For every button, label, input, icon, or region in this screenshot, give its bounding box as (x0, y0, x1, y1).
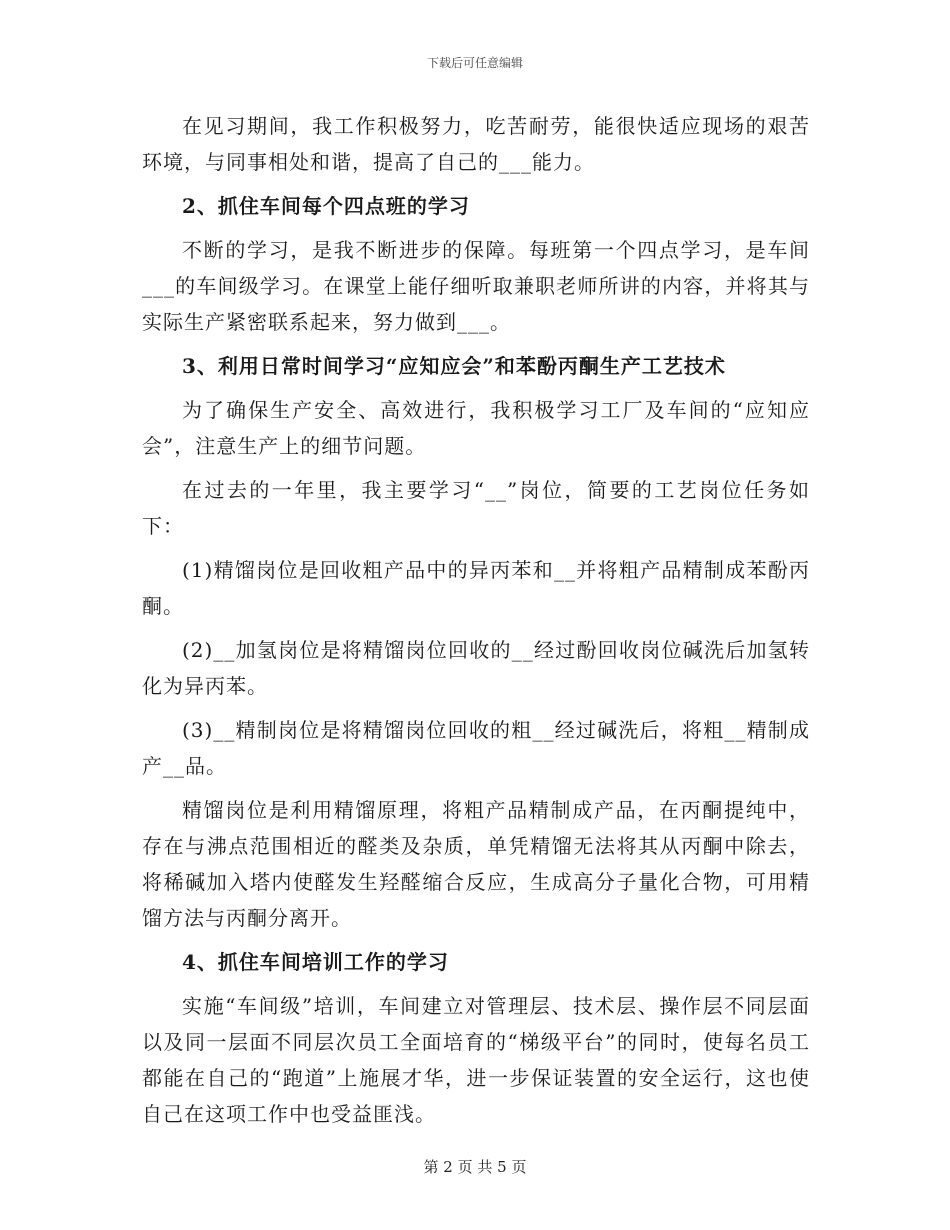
paragraph-positions-intro: 在过去的一年里，我主要学习“__”岗位，简要的工艺岗位任务如下： (142, 478, 810, 538)
section-heading-4: 4、抓住车间培训工作的学习 (182, 950, 449, 974)
list-item-2: (2)__加氢岗位是将精馏岗位回收的__经过酚回收岗位碱洗后加氢转化为异丙苯。 (142, 638, 810, 698)
section-heading-2: 2、抓住车间每个四点班的学习 (182, 194, 470, 218)
page-header-note: 下载后可任意编辑 (426, 56, 523, 70)
paragraph-distillation: 精馏岗位是利用精馏原理，将粗产品精制成产品，在丙酮提纯中，存在与沸点范围相近的醛类及杂质，单凭精馏无法将其从丙酮中除去，将稀碱加入塔内使醛发生羟醛缩合反应，生成高分子量化合物，可用精馏方法与丙酮分离开。 (142, 798, 810, 930)
document-body (142, 108, 810, 1132)
paragraph-internship: 在见习期间，我工作积极努力，吃苦耐劳，能很快适应现场的艰苦环境，与同事相处和谐，提高了自己的___能力。 (142, 114, 810, 174)
list-item-3: (3)__精制岗位是将精馏岗位回收的粗__经过碱洗后，将粗__精制成产__品。 (142, 718, 810, 778)
list-item-1: (1)精馏岗位是回收粗产品中的异丙苯和__并将粗产品精制成苯酚丙酮。 (142, 558, 810, 618)
paragraph-safety: 为了确保生产安全、高效进行，我积极学习工厂及车间的“应知应会”，注意生产上的细节问题。 (142, 398, 810, 458)
paragraph-training: 实施“车间级”培训，车间建立对管理层、技术层、操作层不同层面以及同一层面不同层次员工全面培育的“梯级平台”的同时，使每名员工都能在自己的“跑道”上施展才华，进一步保证装置的安全运行，这也使自己在这项工作中也受益匪浅。 (142, 994, 810, 1126)
paragraph-continuous-learning: 不断的学习，是我不断进步的保障。每班第一个四点学习，是车间___的车间级学习。在课堂上能仔细听取兼职老师所讲的内容，并将其与实际生产紧密联系起来，努力做到___。 (142, 238, 810, 334)
section-heading-3: 3、利用日常时间学习“应知应会”和苯酚丙酮生产工艺技术 (182, 354, 726, 378)
page-number: 第 2 页 共 5 页 (423, 1158, 527, 1176)
